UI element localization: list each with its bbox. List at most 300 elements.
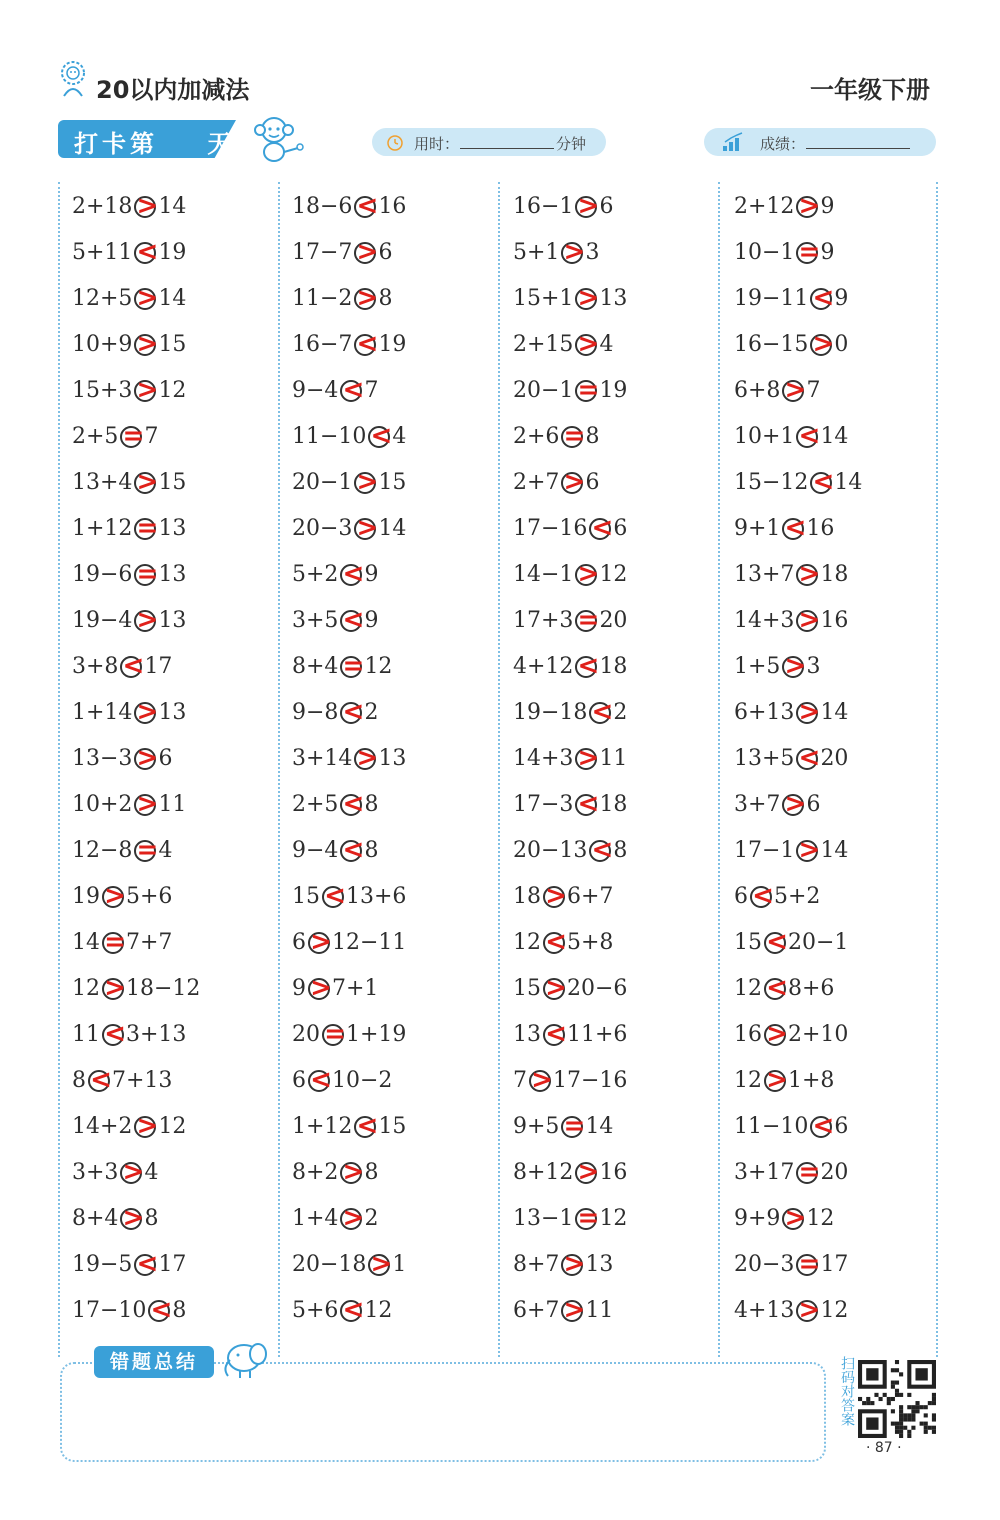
handwritten-answer: >: [577, 743, 600, 773]
answer-circle[interactable]: [102, 927, 126, 957]
answer-circle[interactable]: [340, 1157, 365, 1187]
left-expression: 4+13: [734, 1298, 795, 1323]
answer-circle[interactable]: [308, 927, 332, 957]
left-expression: 5+11: [72, 240, 133, 265]
exercise-row: [72, 828, 282, 874]
right-expression: 16: [820, 608, 849, 633]
answer-circle[interactable]: [308, 973, 332, 1003]
right-expression: 18: [599, 792, 628, 817]
right-expression: 18: [599, 654, 628, 679]
score-field: [704, 128, 936, 156]
answer-circle[interactable]: [134, 467, 159, 497]
answer-circle[interactable]: [561, 421, 586, 451]
answer-circle[interactable]: [796, 191, 821, 221]
handwritten-answer: <: [591, 835, 614, 865]
right-expression: 13: [378, 746, 407, 771]
answer-circle[interactable]: [575, 1157, 600, 1187]
answer-circle[interactable]: [120, 421, 145, 451]
handwritten-answer: <: [342, 789, 365, 819]
answer-circle[interactable]: [575, 605, 600, 635]
right-expression: 14: [585, 1114, 614, 1139]
handwritten-answer: >: [784, 1203, 807, 1233]
answer-circle[interactable]: [134, 789, 159, 819]
answer-circle[interactable]: [340, 559, 365, 589]
answer-circle[interactable]: [134, 237, 159, 267]
answer-circle[interactable]: [340, 605, 365, 635]
exercise-row: [513, 690, 723, 736]
answer-circle[interactable]: [796, 605, 821, 635]
elephant-mascot-icon: [214, 1338, 272, 1380]
handwritten-answer: <: [342, 1295, 365, 1325]
answer-circle[interactable]: [764, 1019, 788, 1049]
answer-circle[interactable]: [134, 1111, 159, 1141]
exercise-row: [734, 736, 944, 782]
right-expression: 19: [158, 240, 187, 265]
answer-circle[interactable]: [575, 651, 600, 681]
answer-circle[interactable]: [134, 283, 159, 313]
right-expression: 12: [364, 654, 393, 679]
left-expression: 6: [734, 884, 748, 909]
handwritten-answer: =: [798, 1249, 821, 1279]
answer-circle[interactable]: [354, 743, 379, 773]
left-expression: 13: [513, 1022, 541, 1047]
exercise-row: [72, 506, 282, 552]
answer-circle[interactable]: [796, 1295, 821, 1325]
left-expression: 17+3: [513, 608, 574, 633]
handwritten-answer: >: [784, 789, 807, 819]
left-expression: 11: [72, 1022, 100, 1047]
answer-circle[interactable]: [575, 283, 600, 313]
answer-circle[interactable]: [88, 1065, 112, 1095]
exercise-row: [513, 460, 723, 506]
answer-circle[interactable]: [134, 605, 159, 635]
handwritten-answer: >: [798, 191, 821, 221]
left-expression: 15+1: [513, 286, 574, 311]
handwritten-answer: >: [136, 605, 159, 635]
left-expression: 12+5: [72, 286, 133, 311]
left-expression: 1+14: [72, 700, 133, 725]
exercise-row: [513, 598, 723, 644]
page-number: · 87 ·: [866, 1440, 902, 1456]
left-expression: 20−3: [292, 516, 353, 541]
time-blank-line[interactable]: [460, 148, 554, 149]
answer-circle[interactable]: [322, 1019, 346, 1049]
right-expression: 7+13: [112, 1068, 173, 1093]
right-expression: 17: [144, 654, 173, 679]
right-expression: 8: [364, 792, 379, 817]
right-expression: 18−12: [126, 976, 201, 1001]
answer-circle[interactable]: [589, 697, 614, 727]
left-expression: 6+13: [734, 700, 795, 725]
handwritten-answer: <: [310, 1065, 332, 1095]
exercise-column-2: [292, 184, 502, 1334]
answer-circle[interactable]: [340, 1295, 365, 1325]
answer-circle[interactable]: [796, 421, 821, 451]
answer-circle[interactable]: [134, 697, 159, 727]
left-expression: 10−1: [734, 240, 795, 265]
answer-circle[interactable]: [561, 237, 586, 267]
left-expression: 14+2: [72, 1114, 133, 1139]
answer-circle[interactable]: [764, 973, 788, 1003]
answer-circle[interactable]: [796, 559, 821, 589]
answer-circle[interactable]: [575, 191, 600, 221]
left-expression: 8+4: [72, 1206, 119, 1231]
answer-circle[interactable]: [561, 1295, 586, 1325]
left-expression: 19−5: [72, 1252, 133, 1277]
left-expression: 16−1: [513, 194, 574, 219]
exercise-row: [292, 1058, 502, 1104]
left-expression: 3+7: [734, 792, 781, 817]
right-expression: 8: [144, 1206, 159, 1231]
handwritten-answer: >: [798, 1295, 821, 1325]
answer-circle[interactable]: [575, 789, 600, 819]
answer-circle[interactable]: [102, 973, 126, 1003]
right-expression: 4: [144, 1160, 159, 1185]
answer-circle[interactable]: [810, 1111, 835, 1141]
answer-circle[interactable]: [589, 835, 614, 865]
answer-circle[interactable]: [102, 1019, 126, 1049]
answer-circle[interactable]: [782, 513, 807, 543]
handwritten-answer: >: [563, 1249, 586, 1279]
exercise-row: [734, 874, 944, 920]
answer-circle[interactable]: [134, 329, 159, 359]
time-label: 用时：: [414, 135, 460, 153]
answer-circle[interactable]: [340, 835, 365, 865]
left-expression: 11−10: [734, 1114, 809, 1139]
answer-circle[interactable]: [575, 1203, 600, 1233]
answer-circle[interactable]: [589, 513, 614, 543]
right-expression: 17: [820, 1252, 849, 1277]
answer-circle[interactable]: [134, 835, 159, 865]
answer-circle[interactable]: [750, 881, 774, 911]
exercise-row: [72, 276, 282, 322]
exercise-row: [513, 368, 723, 414]
right-expression: 3: [585, 240, 600, 265]
answer-circle[interactable]: [575, 329, 600, 359]
answer-circle[interactable]: [782, 789, 807, 819]
handwritten-answer: =: [563, 421, 586, 451]
right-expression: 1+8: [788, 1068, 835, 1093]
exercise-row: [292, 966, 502, 1012]
right-expression: 6: [613, 516, 628, 541]
left-expression: 6: [292, 1068, 306, 1093]
answer-circle[interactable]: [148, 1295, 173, 1325]
left-expression: 16−15: [734, 332, 809, 357]
right-expression: 15: [378, 1114, 407, 1139]
answer-circle[interactable]: [561, 467, 586, 497]
right-expression: 9: [834, 286, 849, 311]
answer-circle[interactable]: [810, 467, 835, 497]
exercise-row: [292, 184, 502, 230]
left-expression: 3+5: [292, 608, 339, 633]
answer-circle[interactable]: [543, 1019, 567, 1049]
exercise-row: [734, 1104, 944, 1150]
left-expression: 1+12: [292, 1114, 353, 1139]
right-expression: 6: [599, 194, 614, 219]
answer-circle[interactable]: [575, 743, 600, 773]
right-expression: 12: [599, 562, 628, 587]
left-expression: 5+6: [292, 1298, 339, 1323]
exercise-row: [292, 1104, 502, 1150]
answer-circle[interactable]: [340, 1203, 365, 1233]
right-expression: 12: [158, 1114, 187, 1139]
handwritten-answer: <: [356, 1111, 379, 1141]
right-expression: 8: [364, 838, 379, 863]
handwritten-answer: >: [545, 973, 567, 1003]
answer-circle[interactable]: [543, 973, 567, 1003]
left-expression: 13−3: [72, 746, 133, 771]
answer-circle[interactable]: [764, 927, 788, 957]
exercise-row: [72, 1150, 282, 1196]
answer-circle[interactable]: [354, 1111, 379, 1141]
answer-circle[interactable]: [120, 1203, 145, 1233]
exercise-row: [292, 1150, 502, 1196]
exercise-row: [734, 828, 944, 874]
right-expression: 9: [364, 562, 379, 587]
right-expression: 12: [820, 1298, 849, 1323]
left-expression: 9+1: [734, 516, 781, 541]
answer-circle[interactable]: [322, 881, 346, 911]
right-expression: 6+7: [567, 884, 614, 909]
left-expression: 2+5: [292, 792, 339, 817]
right-expression: 19: [378, 332, 407, 357]
answer-circle[interactable]: [340, 651, 365, 681]
exercise-row: [734, 1242, 944, 1288]
answer-circle[interactable]: [796, 743, 821, 773]
answer-circle[interactable]: [796, 237, 821, 267]
handwritten-answer: =: [324, 1019, 346, 1049]
left-expression: 13+7: [734, 562, 795, 587]
handwritten-answer: <: [577, 651, 600, 681]
answer-circle[interactable]: [782, 375, 807, 405]
exercise-row: [734, 920, 944, 966]
left-expression: 3+3: [72, 1160, 119, 1185]
answer-circle[interactable]: [796, 1249, 821, 1279]
answer-circle[interactable]: [134, 191, 159, 221]
exercise-row: [734, 1012, 944, 1058]
growth-chart-icon: [722, 132, 744, 152]
left-expression: 9−8: [292, 700, 339, 725]
answer-circle[interactable]: [529, 1065, 553, 1095]
exercise-row: [734, 1288, 944, 1334]
exercise-row: [292, 230, 502, 276]
answer-circle[interactable]: [134, 1249, 159, 1279]
right-expression: 7: [144, 424, 159, 449]
answer-circle[interactable]: [340, 789, 365, 819]
answer-circle[interactable]: [134, 743, 159, 773]
exercise-row: [513, 1242, 723, 1288]
answer-circle[interactable]: [354, 467, 379, 497]
handwritten-answer: =: [798, 237, 821, 267]
answer-circle[interactable]: [543, 927, 567, 957]
handwritten-answer: <: [812, 283, 835, 313]
exercise-row: [734, 644, 944, 690]
checkin-day-label: 打卡第 天: [74, 130, 236, 158]
answer-circle[interactable]: [796, 835, 821, 865]
left-expression: 19−6: [72, 562, 133, 587]
answer-circle[interactable]: [796, 697, 821, 727]
right-expression: 12: [364, 1298, 393, 1323]
left-expression: 17−1: [734, 838, 795, 863]
answer-circle[interactable]: [368, 1249, 393, 1279]
handwritten-answer: >: [563, 1295, 586, 1325]
answer-circle[interactable]: [354, 513, 379, 543]
answer-circle[interactable]: [796, 1157, 821, 1187]
left-expression: 17−10: [72, 1298, 147, 1323]
left-expression: 17−16: [513, 516, 588, 541]
exercise-row: [292, 828, 502, 874]
exercise-row: [734, 506, 944, 552]
exercise-row: [292, 598, 502, 644]
exercise-row: [72, 1242, 282, 1288]
left-expression: 14−1: [513, 562, 574, 587]
handwritten-answer: <: [577, 789, 600, 819]
handwritten-answer: =: [136, 559, 159, 589]
handwritten-answer: <: [798, 421, 821, 451]
score-blank-line[interactable]: [806, 148, 910, 149]
exercise-row: [72, 1104, 282, 1150]
exercise-row: [734, 966, 944, 1012]
answer-circle[interactable]: [575, 375, 600, 405]
exercise-row: [734, 782, 944, 828]
answer-circle[interactable]: [561, 1111, 586, 1141]
right-expression: 13: [158, 516, 187, 541]
right-expression: 20: [820, 1160, 849, 1185]
right-expression: 6: [158, 746, 173, 771]
left-expression: 14+3: [734, 608, 795, 633]
left-expression: 3+8: [72, 654, 119, 679]
answer-circle[interactable]: [354, 329, 379, 359]
handwritten-answer: >: [577, 191, 600, 221]
series-title: 20以内加减法: [96, 76, 250, 104]
answer-circle[interactable]: [354, 191, 379, 221]
answer-circle[interactable]: [782, 1203, 807, 1233]
exercise-row: [72, 184, 282, 230]
left-expression: 13−1: [513, 1206, 574, 1231]
exercise-row: [292, 1012, 502, 1058]
handwritten-answer: >: [577, 559, 600, 589]
handwritten-answer: <: [812, 467, 835, 497]
handwritten-answer: =: [342, 651, 365, 681]
handwritten-answer: >: [136, 329, 159, 359]
left-expression: 3+17: [734, 1160, 795, 1185]
right-expression: 2+10: [788, 1022, 849, 1047]
left-expression: 9−4: [292, 378, 339, 403]
exercise-row: [513, 184, 723, 230]
left-expression: 13+5: [734, 746, 795, 771]
answer-circle[interactable]: [368, 421, 393, 451]
score-label: 成绩：: [760, 135, 806, 153]
right-expression: 7: [806, 378, 821, 403]
answer-circle[interactable]: [782, 651, 807, 681]
answer-circle[interactable]: [134, 513, 159, 543]
left-expression: 19: [72, 884, 100, 909]
right-expression: 9: [820, 194, 835, 219]
time-unit: 分钟: [556, 135, 587, 153]
exercise-row: [513, 736, 723, 782]
handwritten-answer: >: [136, 283, 159, 313]
handwritten-answer: =: [563, 1111, 586, 1141]
handwritten-answer: >: [370, 1249, 393, 1279]
qr-code-icon[interactable]: [858, 1360, 936, 1438]
exercise-row: [513, 828, 723, 874]
exercise-row: [513, 322, 723, 368]
exercise-row: [513, 552, 723, 598]
answer-circle[interactable]: [764, 1065, 788, 1095]
answer-circle[interactable]: [102, 881, 126, 911]
answer-circle[interactable]: [810, 329, 835, 359]
handwritten-answer: >: [356, 283, 379, 313]
answer-circle[interactable]: [340, 375, 365, 405]
exercise-row: [513, 1058, 723, 1104]
answer-circle[interactable]: [120, 1157, 145, 1187]
right-expression: 14: [158, 286, 187, 311]
answer-circle[interactable]: [120, 651, 145, 681]
handwritten-answer: >: [563, 237, 586, 267]
handwritten-answer: <: [766, 973, 788, 1003]
monkey-mascot-icon: [248, 112, 306, 164]
handwritten-answer: >: [136, 467, 159, 497]
handwritten-answer: >: [563, 467, 586, 497]
left-expression: 14: [72, 930, 100, 955]
handwritten-answer: >: [798, 559, 821, 589]
exercise-row: [734, 690, 944, 736]
exercise-row: [292, 460, 502, 506]
handwritten-answer: >: [798, 605, 821, 635]
left-expression: 6+7: [513, 1298, 560, 1323]
answer-circle[interactable]: [340, 697, 365, 727]
right-expression: 4: [599, 332, 614, 357]
answer-circle[interactable]: [354, 237, 379, 267]
right-expression: 11: [158, 792, 187, 817]
handwritten-answer: >: [122, 1203, 145, 1233]
left-expression: 17−7: [292, 240, 353, 265]
answer-circle[interactable]: [134, 559, 159, 589]
exercise-row: [734, 276, 944, 322]
handwritten-answer: <: [136, 237, 159, 267]
right-expression: 16: [378, 194, 407, 219]
right-expression: 14: [834, 470, 863, 495]
handwritten-answer: <: [122, 651, 145, 681]
left-expression: 2+12: [734, 194, 795, 219]
right-expression: 1: [392, 1252, 407, 1277]
handwritten-answer: <: [591, 697, 614, 727]
answer-circle[interactable]: [354, 283, 379, 313]
exercise-row: [72, 322, 282, 368]
left-expression: 15−12: [734, 470, 809, 495]
answer-circle[interactable]: [575, 559, 600, 589]
exercise-row: [72, 1196, 282, 1242]
left-expression: 15: [734, 930, 762, 955]
handwritten-answer: <: [136, 1249, 159, 1279]
exercise-row: [72, 460, 282, 506]
handwritten-answer: =: [577, 375, 600, 405]
right-expression: 12: [806, 1206, 835, 1231]
answer-circle[interactable]: [810, 283, 835, 313]
exercise-row: [513, 1104, 723, 1150]
answer-circle[interactable]: [561, 1249, 586, 1279]
right-expression: 20: [599, 608, 628, 633]
exercise-row: [513, 874, 723, 920]
answer-circle[interactable]: [308, 1065, 332, 1095]
answer-circle[interactable]: [134, 375, 159, 405]
right-expression: 11+6: [567, 1022, 628, 1047]
right-expression: 0: [834, 332, 849, 357]
right-expression: 8: [378, 286, 393, 311]
exercise-column-3: [513, 184, 723, 1334]
answer-circle[interactable]: [543, 881, 567, 911]
handwritten-answer: <: [342, 697, 365, 727]
